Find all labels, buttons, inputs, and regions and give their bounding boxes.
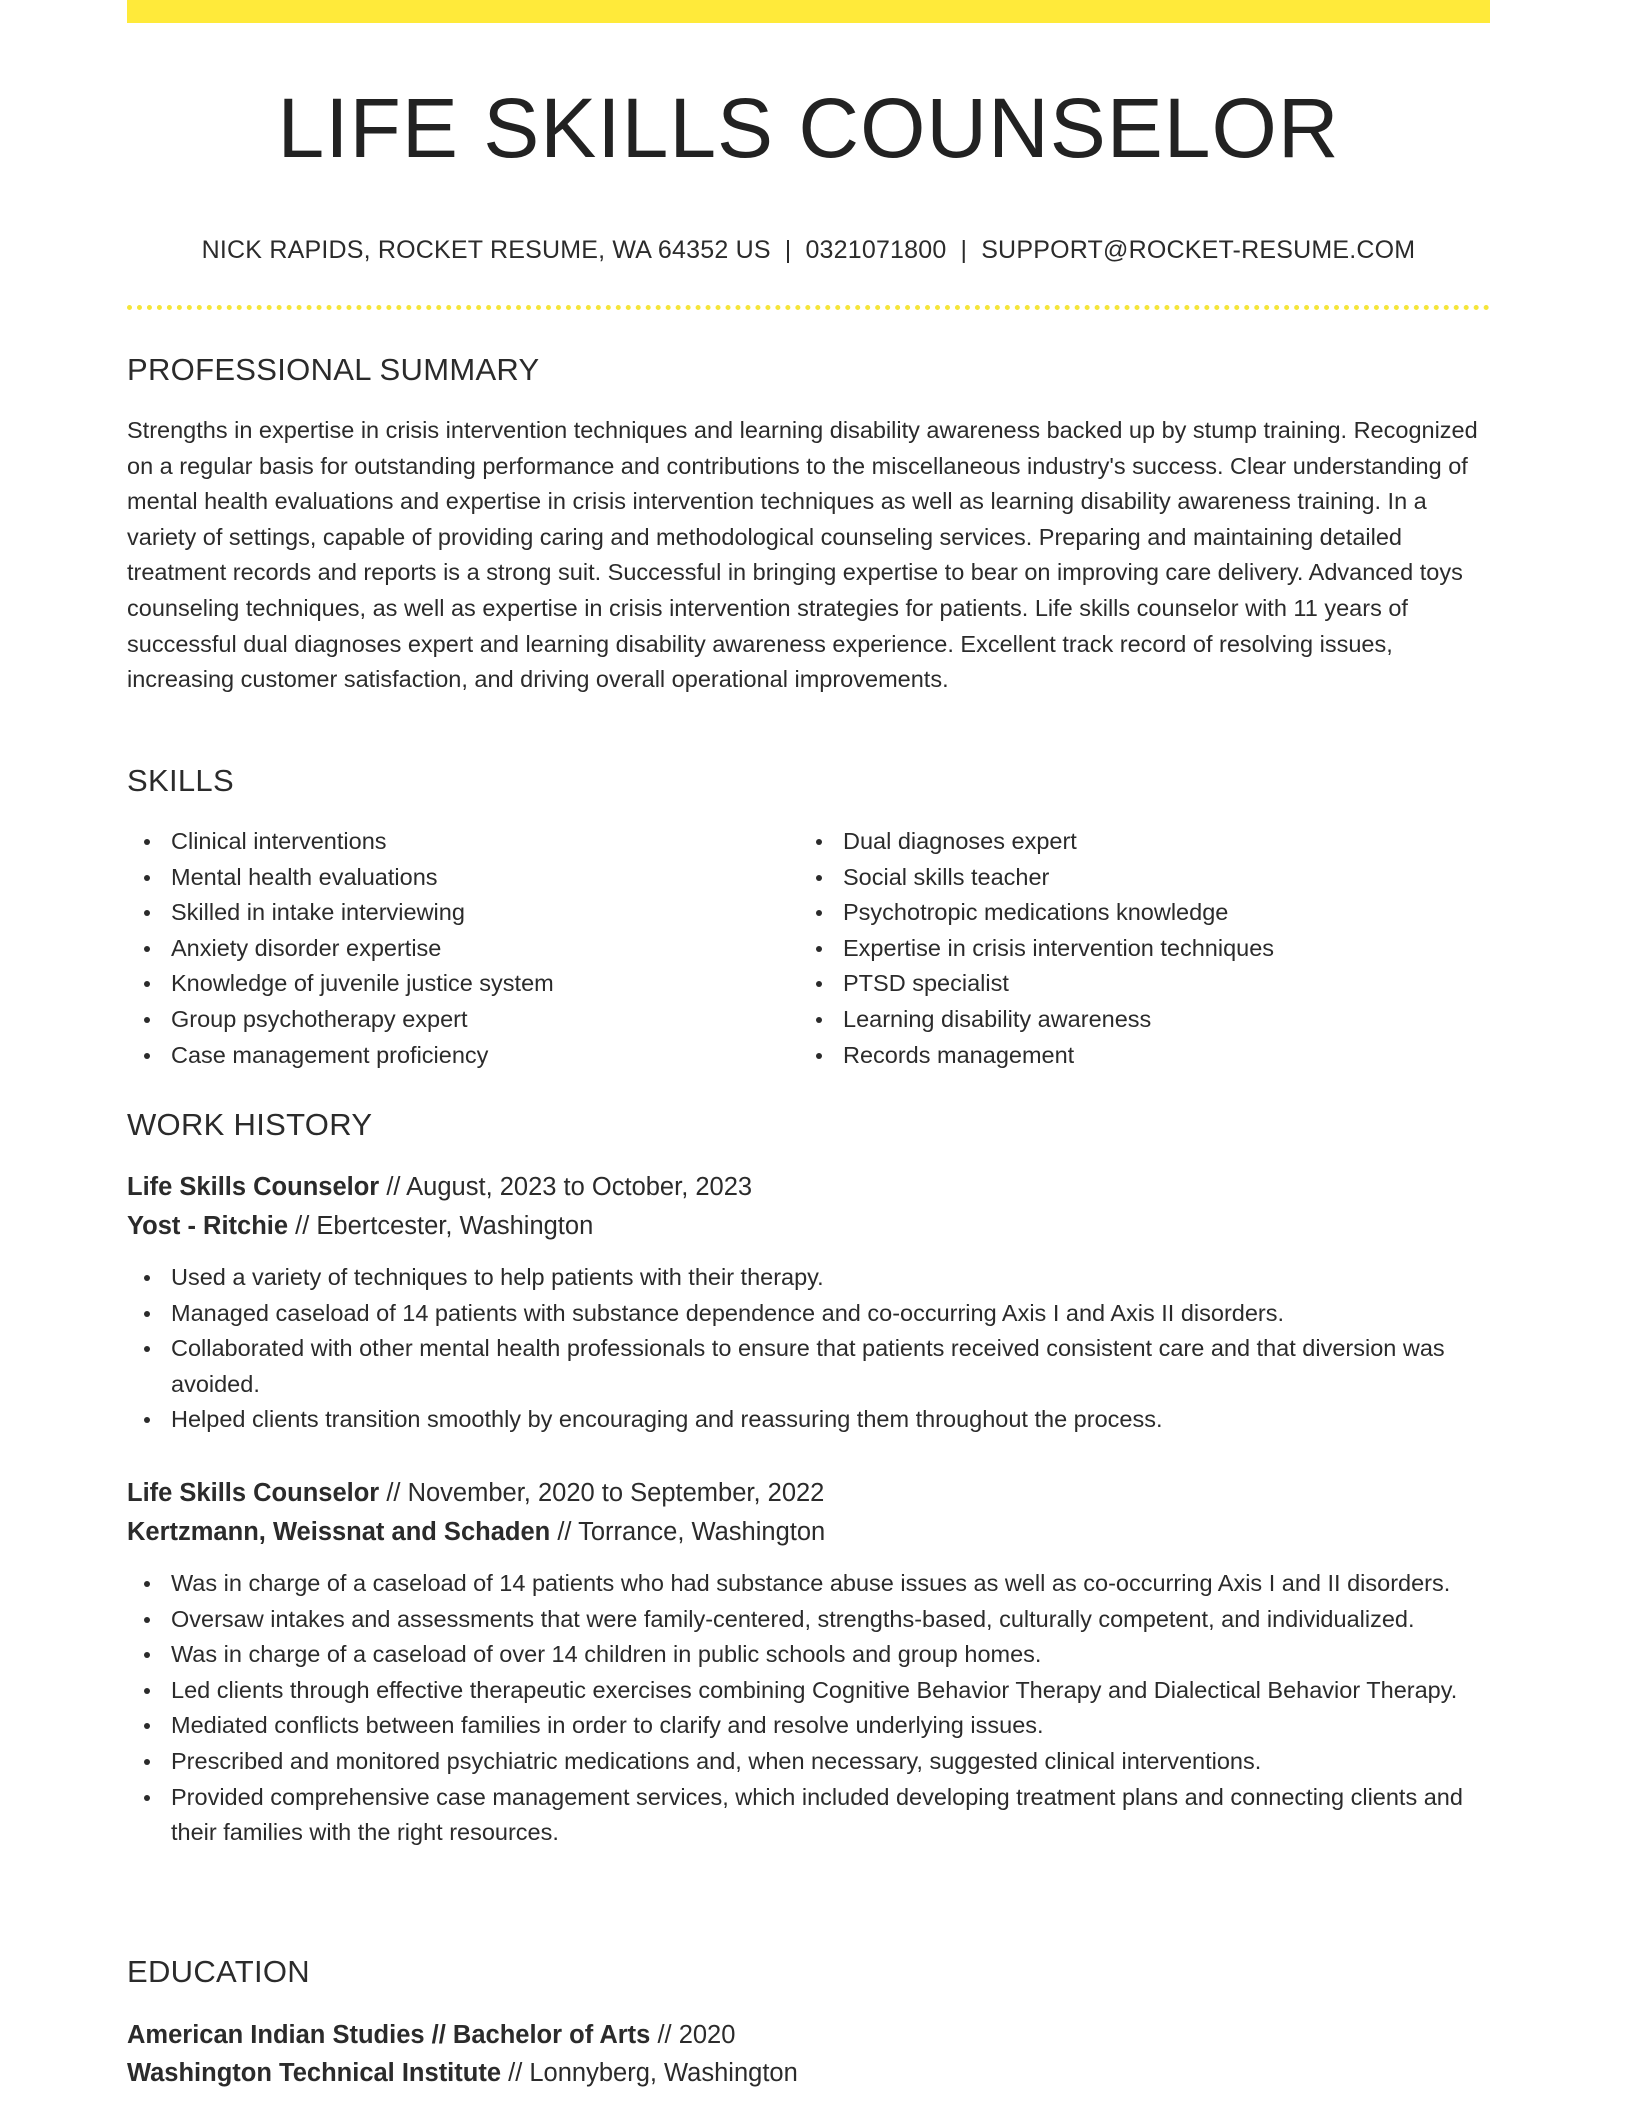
- job-bullet-list: [127, 1566, 1490, 1851]
- education-heading: EDUCATION: [127, 1954, 310, 1989]
- education-school: Washington Technical Institute: [127, 2059, 502, 2087]
- education-location: // Lonnyberg, Washington: [508, 2059, 798, 2087]
- contact-separator: |: [784, 236, 792, 264]
- job-bullet-item: Used a variety of techniques to help patients with their therapy.: [127, 1260, 1490, 1296]
- job-title: Life Skills Counselor: [127, 1479, 380, 1507]
- skill-item: Anxiety disorder expertise: [127, 931, 787, 967]
- accent-top-bar: [127, 0, 1490, 23]
- job-title: Life Skills Counselor: [127, 1173, 380, 1201]
- job-bullet-item: Led clients through effective therapeutic exercises combining Cognitive Behavior Therapy and Dialectical Behavior Therapy.: [127, 1673, 1490, 1709]
- skill-item: Social skills teacher: [799, 860, 1459, 896]
- skill-item: Skilled in intake interviewing: [127, 895, 787, 931]
- skills-heading: SKILLS: [127, 763, 234, 798]
- skill-item: PTSD specialist: [799, 966, 1459, 1002]
- skill-item: Dual diagnoses expert: [799, 824, 1459, 860]
- skill-item: Psychotropic medications knowledge: [799, 895, 1459, 931]
- skill-item: Knowledge of juvenile justice system: [127, 966, 787, 1002]
- skill-item: Case management proficiency: [127, 1038, 787, 1074]
- job-2-company-line: [127, 1513, 825, 1551]
- skill-item: Records management: [799, 1038, 1459, 1074]
- job-dates: // November, 2020 to September, 2022: [386, 1479, 825, 1507]
- contact-line: [127, 236, 1490, 265]
- contact-phone: 0321071800: [805, 236, 947, 264]
- education-school-line: [127, 2054, 798, 2092]
- job-bullet-list: [127, 1260, 1490, 1438]
- job-location: // Ebertcester, Washington: [295, 1212, 594, 1240]
- job-2-bullets: [127, 1566, 1490, 1851]
- job-1-bullets: [127, 1260, 1490, 1438]
- skills-list-left: [127, 824, 787, 1073]
- job-bullet-item: Prescribed and monitored psychiatric medications and, when necessary, suggested clinical interventions.: [127, 1744, 1490, 1780]
- dotted-divider: [127, 305, 1490, 310]
- summary-text: Strengths in expertise in crisis intervention techniques and learning disability awareness backed up by stump training. Recognized on a regular basis for outstanding performance and contributions to the miscellaneous industry's success. Clear understanding of mental health evaluations and expertise in crisis intervention techniques as well as learning disability awareness training. In a variety of settings, capable of providing caring and methodological counseling services. Preparing and maintaining detailed treatment records and reports is a strong suit. Successful in bringing expertise to bear on improving care delivery. Advanced toys counseling techniques, as well as expertise in crisis intervention strategies for patients. Life skills counselor with 11 years of successful dual diagnoses expert and learning disability awareness experience. Excellent track record of resolving issues, increasing customer satisfaction, and driving overall operational improvements.: [127, 417, 1478, 693]
- contact-address: NICK RAPIDS, ROCKET RESUME, WA 64352 US: [201, 236, 771, 264]
- job-dates: // August, 2023 to October, 2023: [386, 1173, 753, 1201]
- job-company: Yost - Ritchie: [127, 1212, 289, 1240]
- education-degree: American Indian Studies // Bachelor of Arts: [127, 2021, 651, 2049]
- job-bullet-item: Mediated conflicts between families in order to clarify and resolve underlying issues.: [127, 1708, 1490, 1744]
- job-location: // Torrance, Washington: [557, 1518, 826, 1546]
- contact-email: SUPPORT@ROCKET-RESUME.COM: [981, 236, 1416, 264]
- skills-column-right: [799, 824, 1459, 1073]
- contact-separator: |: [960, 236, 968, 264]
- job-bullet-item: Was in charge of a caseload of over 14 children in public schools and group homes.: [127, 1637, 1490, 1673]
- resume-title: LIFE SKILLS COUNSELOR: [277, 81, 1340, 175]
- skill-item: Clinical interventions: [127, 824, 787, 860]
- job-bullet-item: Provided comprehensive case management services, which included developing treatment plans and connecting clients and their families with the right resources.: [127, 1780, 1490, 1851]
- job-bullet-item: Oversaw intakes and assessments that were family-centered, strengths-based, culturally competent, and individualized.: [127, 1602, 1490, 1638]
- job-1-title-line: [127, 1168, 752, 1206]
- education-year: // 2020: [657, 2021, 736, 2049]
- summary-heading: PROFESSIONAL SUMMARY: [127, 352, 540, 387]
- skill-item: Group psychotherapy expert: [127, 1002, 787, 1038]
- skill-item: Learning disability awareness: [799, 1002, 1459, 1038]
- job-bullet-item: Managed caseload of 14 patients with substance dependence and co-occurring Axis I and Axis II disorders.: [127, 1296, 1490, 1332]
- education-degree-line: [127, 2016, 735, 2054]
- job-2-title-line: [127, 1474, 824, 1512]
- skills-column-left: [127, 824, 787, 1073]
- skill-item: Expertise in crisis intervention techniques: [799, 931, 1459, 967]
- job-company: Kertzmann, Weissnat and Schaden: [127, 1518, 551, 1546]
- skills-list-right: [799, 824, 1459, 1073]
- job-bullet-item: Was in charge of a caseload of 14 patients who had substance abuse issues as well as co-occurring Axis I and II disorders.: [127, 1566, 1490, 1602]
- work-heading: WORK HISTORY: [127, 1107, 373, 1142]
- skill-item: Mental health evaluations: [127, 860, 787, 896]
- job-bullet-item: Collaborated with other mental health professionals to ensure that patients received consistent care and that diversion was avoided.: [127, 1331, 1490, 1402]
- job-bullet-item: Helped clients transition smoothly by encouraging and reassuring them throughout the process.: [127, 1402, 1490, 1438]
- job-1-company-line: [127, 1207, 593, 1245]
